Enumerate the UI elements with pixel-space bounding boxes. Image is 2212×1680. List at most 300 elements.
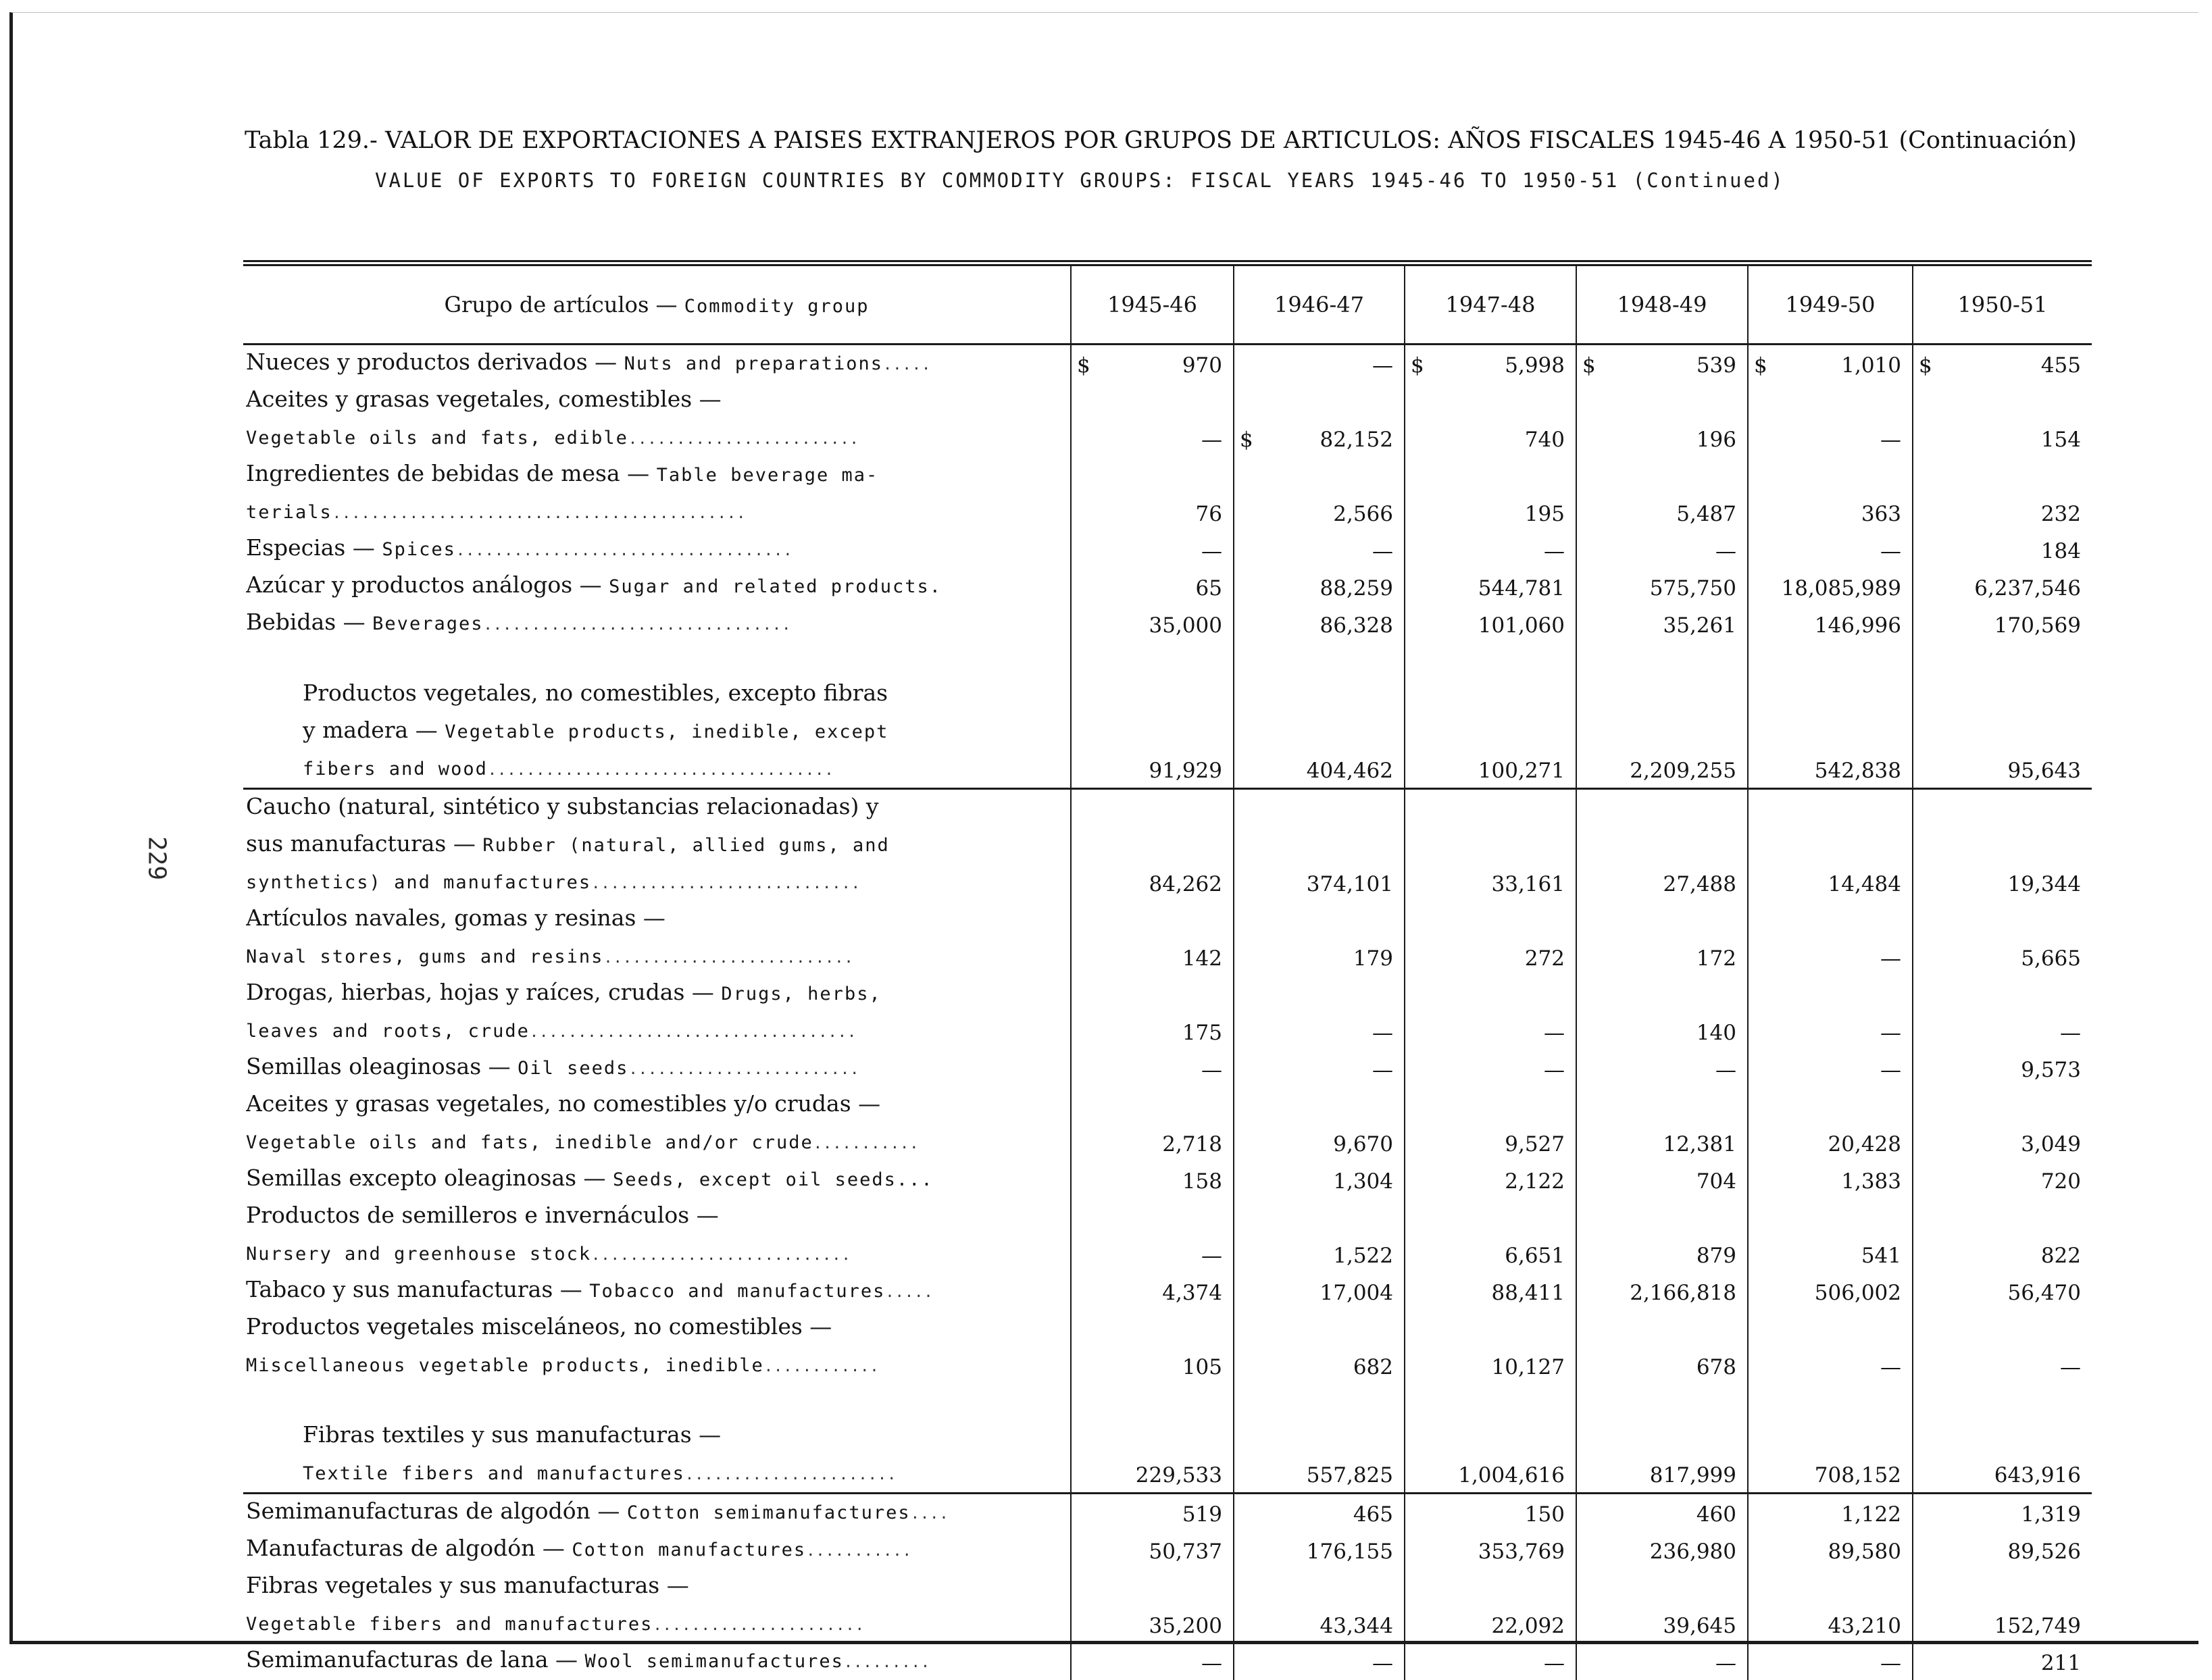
commodity-label-es: Manufacturas de algodón — (246, 1535, 572, 1561)
value-text: 89,580 (1828, 1539, 1901, 1564)
value-cell (1071, 1050, 1234, 1087)
value-cell (1913, 938, 2092, 975)
value-text: 184 (2041, 539, 2081, 563)
spacer-cell (1405, 1384, 1576, 1418)
value-cell (1405, 1050, 1576, 1087)
value-cell (1071, 1013, 1234, 1050)
value-cell (1576, 713, 1748, 750)
value-text: 43,344 (1320, 1614, 1393, 1638)
commodity-label-es: Artículos navales, gomas y resinas — (246, 905, 665, 931)
commodity-label-dots: .................................. (530, 1024, 857, 1041)
value-text: 6,651 (1505, 1244, 1565, 1268)
table-row (243, 1273, 2092, 1310)
value-cell (1071, 1455, 1234, 1494)
value-cell (1234, 827, 1405, 864)
value-cell (1234, 750, 1405, 789)
value-text: 76 (1196, 502, 1222, 526)
commodity-label-dots: .... (911, 1506, 949, 1523)
table-row (243, 1606, 2092, 1643)
value-text: 455 (2041, 353, 2081, 378)
value-cell (1576, 975, 1748, 1013)
value-text: 539 (1696, 353, 1736, 378)
commodity-label-text (246, 1198, 1070, 1236)
commodity-label-es: Tabaco y sus manufacturas — (246, 1276, 589, 1302)
value-text: 88,259 (1320, 576, 1393, 601)
value-cell (1748, 1124, 1913, 1161)
value-cell (1576, 382, 1748, 419)
value-cell (1913, 1087, 2092, 1124)
commodity-label (243, 1013, 1071, 1050)
value-cell (1913, 901, 2092, 938)
value-text: 195 (1525, 502, 1565, 526)
value-cell (1576, 605, 1748, 642)
value-text: 65 (1196, 576, 1222, 601)
value-cell (1748, 1455, 1913, 1494)
value-cell (1234, 1087, 1405, 1124)
commodity-label (243, 1494, 1071, 1532)
value-cell (1913, 1124, 2092, 1161)
table-row (243, 1198, 2092, 1236)
value-cell (1071, 1347, 1234, 1384)
table-row (243, 789, 2092, 828)
spacer-cell (1913, 1384, 2092, 1418)
value-text: 541 (1861, 1244, 1901, 1268)
value-cell (1913, 1494, 2092, 1532)
commodity-label-es: Caucho (natural, sintético y substancias relacionadas) y (246, 793, 879, 819)
spacer-cell (1748, 642, 1913, 676)
commodity-label-text (246, 457, 1070, 494)
spacer-cell (1071, 642, 1234, 676)
value-text: 740 (1525, 428, 1565, 452)
table-row (243, 345, 2092, 383)
value-cell (1748, 750, 1913, 789)
value-text: 236,980 (1650, 1539, 1736, 1564)
value-text: — (1880, 428, 1901, 452)
value-text: 1,383 (1841, 1169, 1901, 1194)
value-cell (1405, 750, 1576, 789)
commodity-label (243, 1310, 1071, 1347)
value-cell (1405, 494, 1576, 531)
value-text: 1,122 (1841, 1502, 1901, 1527)
commodity-label-es: Aceites y grasas vegetales, no comestibles y/o crudas — (246, 1090, 880, 1117)
value-cell (1234, 1124, 1405, 1161)
value-cell (1234, 1273, 1405, 1310)
value-text: 154 (2041, 428, 2081, 452)
commodity-label-en: leaves and roots, crude (246, 1021, 530, 1042)
commodity-label-text (246, 790, 1070, 827)
commodity-label-text (246, 1161, 1070, 1198)
table-row (243, 1569, 2092, 1606)
spacer-cell (243, 642, 1071, 676)
value-text: 84,262 (1149, 872, 1222, 896)
table-row (243, 1124, 2092, 1161)
value-text: 101,060 (1478, 613, 1565, 638)
value-cell (1576, 1455, 1748, 1494)
value-cell (1748, 1531, 1913, 1569)
currency-symbol: $ (1411, 349, 1424, 382)
value-text: 678 (1696, 1355, 1736, 1379)
commodity-label-en: Nuts and preparations (624, 353, 883, 374)
value-cell (1234, 1569, 1405, 1606)
commodity-label-es: Semimanufacturas de lana — (246, 1646, 585, 1673)
value-cell (1576, 1643, 1748, 1680)
value-text: 557,825 (1307, 1463, 1393, 1487)
value-cell (1234, 1531, 1405, 1569)
value-text: 35,200 (1149, 1614, 1222, 1638)
value-cell (1071, 1310, 1234, 1347)
value-text: — (1372, 1651, 1393, 1675)
header-row (243, 263, 2092, 345)
commodity-label (243, 605, 1071, 642)
commodity-label (243, 975, 1071, 1013)
commodity-label-en: Wool semimanufactures (585, 1651, 844, 1672)
value-cell (1576, 1273, 1748, 1310)
commodity-label-en: terials (246, 502, 332, 523)
value-text: 33,161 (1492, 872, 1565, 896)
commodity-label (243, 713, 1071, 750)
value-cell (1913, 1531, 2092, 1569)
exports-table (243, 260, 2092, 1680)
commodity-label-text (246, 901, 1070, 938)
value-cell (1071, 1124, 1234, 1161)
column-header-year: 1947-48 (1405, 263, 1576, 345)
commodity-label-en: Tobacco and manufactures (589, 1281, 885, 1302)
value-cell (1576, 1236, 1748, 1273)
header-label-es: Grupo de artículos (444, 292, 649, 317)
value-cell (1748, 345, 1913, 383)
value-text: 39,645 (1663, 1614, 1736, 1638)
value-text: 12,381 (1663, 1132, 1736, 1156)
commodity-label-en: Cotton semimanufactures (627, 1502, 911, 1523)
commodity-label-en: Oil seeds (518, 1058, 628, 1079)
value-cell (1913, 1161, 2092, 1198)
value-cell (1576, 345, 1748, 383)
value-text: 506,002 (1815, 1281, 1901, 1305)
value-cell (1071, 1569, 1234, 1606)
value-cell (1913, 1198, 2092, 1236)
commodity-label-dots: ........... (806, 1543, 912, 1560)
commodity-label-en: synthetics) and manufactures (246, 872, 591, 893)
value-text: — (1880, 1651, 1901, 1675)
commodity-label-text (246, 938, 1070, 975)
value-text: — (1201, 539, 1222, 563)
table-row (243, 1531, 2092, 1569)
commodity-label-en: Nursery and greenhouse stock (246, 1244, 591, 1265)
table-row (243, 975, 2092, 1013)
commodity-label-en: Miscellaneous vegetable products, inedible (246, 1355, 764, 1376)
value-cell (1913, 1273, 2092, 1310)
value-cell (1913, 1050, 2092, 1087)
value-cell (1913, 975, 2092, 1013)
value-cell (1071, 827, 1234, 864)
table-row (243, 938, 2092, 975)
value-cell (1071, 713, 1234, 750)
value-cell (1913, 494, 2092, 531)
table-row (243, 531, 2092, 568)
value-cell (1748, 864, 1913, 901)
value-cell (1913, 345, 2092, 383)
value-cell (1071, 1418, 1234, 1455)
commodity-label-dots: ............ (764, 1358, 880, 1375)
commodity-label-dots: ........................................... (332, 505, 747, 522)
value-cell (1405, 382, 1576, 419)
value-text: 682 (1353, 1355, 1393, 1379)
commodity-label-es: Fibras vegetales y sus manufacturas — (246, 1572, 689, 1598)
spacer-row (243, 642, 2092, 676)
spacer-cell (1405, 642, 1576, 676)
table-row (243, 713, 2092, 750)
value-cell (1071, 864, 1234, 901)
commodity-label-text (246, 1013, 1070, 1050)
value-cell (1405, 1124, 1576, 1161)
header-label-en: Commodity group (684, 296, 870, 317)
value-cell (1071, 605, 1234, 642)
page-number: 229 (143, 832, 171, 886)
commodity-label-text (246, 1494, 1070, 1531)
value-text: 822 (2041, 1244, 2081, 1268)
commodity-label-dots: ............................ (591, 875, 861, 892)
value-cell (1405, 1643, 1576, 1680)
value-text: 20,428 (1828, 1132, 1901, 1156)
table-row (243, 827, 2092, 864)
table-row (243, 1643, 2092, 1680)
value-cell (1405, 1418, 1576, 1455)
commodity-label-text (303, 750, 1070, 788)
commodity-label-text (246, 1087, 1070, 1124)
value-cell (1405, 419, 1576, 457)
value-text: 363 (1861, 502, 1901, 526)
table-row (243, 1418, 2092, 1455)
table-row (243, 1050, 2092, 1087)
value-cell (1748, 531, 1913, 568)
commodity-label-text (246, 605, 1070, 642)
value-cell (1913, 457, 2092, 494)
value-text: 179 (1353, 946, 1393, 971)
value-text: — (1880, 946, 1901, 971)
value-cell (1071, 531, 1234, 568)
value-cell (1748, 1198, 1913, 1236)
value-text: 18,085,989 (1782, 576, 1902, 601)
value-cell (1576, 457, 1748, 494)
spacer-cell (1234, 1384, 1405, 1418)
value-cell (1234, 676, 1405, 713)
commodity-label-text (246, 494, 1070, 531)
value-text: 1,522 (1333, 1244, 1393, 1268)
value-text: 86,328 (1320, 613, 1393, 638)
value-cell (1405, 1198, 1576, 1236)
value-cell (1234, 494, 1405, 531)
value-cell (1913, 419, 2092, 457)
value-cell (1071, 1236, 1234, 1273)
currency-symbol: $ (1582, 349, 1596, 382)
value-text: — (1544, 1058, 1565, 1082)
value-cell (1913, 531, 2092, 568)
value-text: 5,665 (2021, 946, 2081, 971)
value-cell (1748, 975, 1913, 1013)
commodity-label-es: Especias — (246, 534, 382, 561)
value-text: 17,004 (1320, 1281, 1393, 1305)
value-text: 708,152 (1815, 1463, 1901, 1487)
commodity-label (243, 1236, 1071, 1273)
value-text: 88,411 (1492, 1281, 1565, 1305)
table-row (243, 901, 2092, 938)
value-cell (1234, 1198, 1405, 1236)
commodity-label (243, 938, 1071, 975)
table-row (243, 1455, 2092, 1494)
value-text: — (1715, 539, 1736, 563)
value-text: — (1544, 539, 1565, 563)
value-text: — (1372, 539, 1393, 563)
commodity-label-en: Vegetable fibers and manufactures (246, 1614, 653, 1635)
value-cell (1234, 975, 1405, 1013)
commodity-label-dots: ..... (883, 357, 931, 374)
value-cell (1405, 1455, 1576, 1494)
commodity-label-en: fibers and wood (303, 759, 488, 780)
table-row (243, 676, 2092, 713)
value-text: 172 (1696, 946, 1736, 971)
value-cell (1071, 975, 1234, 1013)
commodity-label-dots: .......................... (603, 950, 853, 967)
value-cell (1748, 1161, 1913, 1198)
commodity-label-es: Productos de semilleros e invernáculos — (246, 1202, 719, 1228)
table-row (243, 1087, 2092, 1124)
table-row (243, 1161, 2092, 1198)
value-cell (1748, 419, 1913, 457)
value-cell (1234, 1455, 1405, 1494)
value-cell (1234, 568, 1405, 605)
value-text: 879 (1696, 1244, 1736, 1268)
value-cell (1405, 1013, 1576, 1050)
exports-table-container (243, 260, 2092, 1680)
commodity-label-en: Naval stores, gums and resins (246, 946, 603, 967)
value-cell (1071, 750, 1234, 789)
value-text: 140 (1696, 1021, 1736, 1045)
commodity-label-text (303, 676, 1070, 713)
table-title-english: VALUE OF EXPORTS TO FOREIGN COUNTRIES BY COMMODITY GROUPS: FISCAL YEARS 1945-46 TO 1950-51 (Continued) (375, 169, 1996, 192)
value-text: 1,319 (2021, 1502, 2081, 1527)
value-text: 460 (1696, 1502, 1736, 1527)
commodity-label-en: Rubber (natural, allied gums, and (482, 835, 889, 856)
commodity-label (243, 1161, 1071, 1198)
value-cell (1748, 901, 1913, 938)
value-text: 5,487 (1676, 502, 1736, 526)
value-cell (1071, 938, 1234, 975)
value-cell (1913, 568, 2092, 605)
value-cell (1913, 1455, 2092, 1494)
commodity-label-dots: ........................ (628, 431, 859, 448)
value-cell (1234, 382, 1405, 419)
value-cell (1576, 1161, 1748, 1198)
value-cell (1913, 1236, 2092, 1273)
commodity-label (243, 676, 1071, 713)
commodity-label-text (246, 1310, 1070, 1347)
commodity-label-en: Sugar and related products. (609, 576, 942, 597)
spacer-cell (1576, 642, 1748, 676)
commodity-label-en: Cotton manufactures (572, 1539, 806, 1560)
value-text: 3,049 (2021, 1132, 2081, 1156)
value-text: 100,271 (1478, 759, 1565, 783)
value-cell (1913, 1013, 2092, 1050)
value-cell (1234, 1161, 1405, 1198)
commodity-label (243, 864, 1071, 901)
commodity-label (243, 1347, 1071, 1384)
value-cell (1405, 345, 1576, 383)
value-text: 95,643 (2008, 759, 2081, 783)
value-cell (1071, 1273, 1234, 1310)
value-text: 175 (1182, 1021, 1222, 1045)
value-text: 211 (2041, 1651, 2081, 1675)
commodity-label-text (246, 345, 1070, 382)
value-cell (1576, 1124, 1748, 1161)
value-cell (1071, 1643, 1234, 1680)
value-cell (1748, 1569, 1913, 1606)
value-cell (1748, 713, 1913, 750)
value-cell (1234, 1013, 1405, 1050)
table-row (243, 1310, 2092, 1347)
value-text: 5,998 (1505, 353, 1565, 378)
value-text: 91,929 (1149, 759, 1222, 783)
value-cell (1913, 1418, 2092, 1455)
value-text: — (1880, 1058, 1901, 1082)
value-text: 1,304 (1333, 1169, 1393, 1194)
commodity-label-en: Vegetable products, inedible, except (445, 721, 888, 742)
commodity-label (243, 1455, 1071, 1494)
commodity-label (243, 419, 1071, 457)
value-text: 158 (1182, 1169, 1222, 1194)
value-text: 2,166,818 (1630, 1281, 1736, 1305)
value-text: 353,769 (1478, 1539, 1565, 1564)
commodity-label-en: Vegetable oils and fats, inedible and/or crude (246, 1132, 813, 1153)
column-header-year: 1945-46 (1071, 263, 1234, 345)
value-cell (1405, 864, 1576, 901)
value-text: — (1715, 1058, 1736, 1082)
commodity-label-dots: .................................... (488, 762, 834, 779)
value-cell (1234, 1418, 1405, 1455)
spacer-cell (243, 1384, 1071, 1418)
value-cell (1748, 457, 1913, 494)
value-cell (1071, 676, 1234, 713)
value-cell (1405, 605, 1576, 642)
table-row (243, 382, 2092, 419)
value-text: 89,526 (2008, 1539, 2081, 1564)
value-cell (1405, 531, 1576, 568)
value-cell (1748, 1606, 1913, 1643)
commodity-label (243, 1087, 1071, 1124)
value-cell (1234, 789, 1405, 828)
header-label-separator: — (649, 292, 684, 317)
spacer-cell (1913, 642, 2092, 676)
value-text: 9,573 (2021, 1058, 2081, 1082)
value-cell (1576, 568, 1748, 605)
commodity-label (243, 789, 1071, 828)
commodity-label-dots: ...................... (653, 1617, 864, 1634)
value-cell (1071, 789, 1234, 828)
value-text: — (1544, 1651, 1565, 1675)
commodity-label-dots: ................................... (456, 542, 793, 559)
value-cell (1748, 1347, 1913, 1384)
value-cell (1234, 419, 1405, 457)
value-text: — (1880, 1355, 1901, 1379)
commodity-label (243, 1569, 1071, 1606)
commodity-label (243, 457, 1071, 494)
value-cell (1748, 382, 1913, 419)
value-cell (1748, 1273, 1913, 1310)
commodity-label (243, 1643, 1071, 1680)
value-cell (1576, 901, 1748, 938)
value-cell (1576, 1198, 1748, 1236)
value-cell (1234, 1494, 1405, 1532)
value-text: 142 (1182, 946, 1222, 971)
